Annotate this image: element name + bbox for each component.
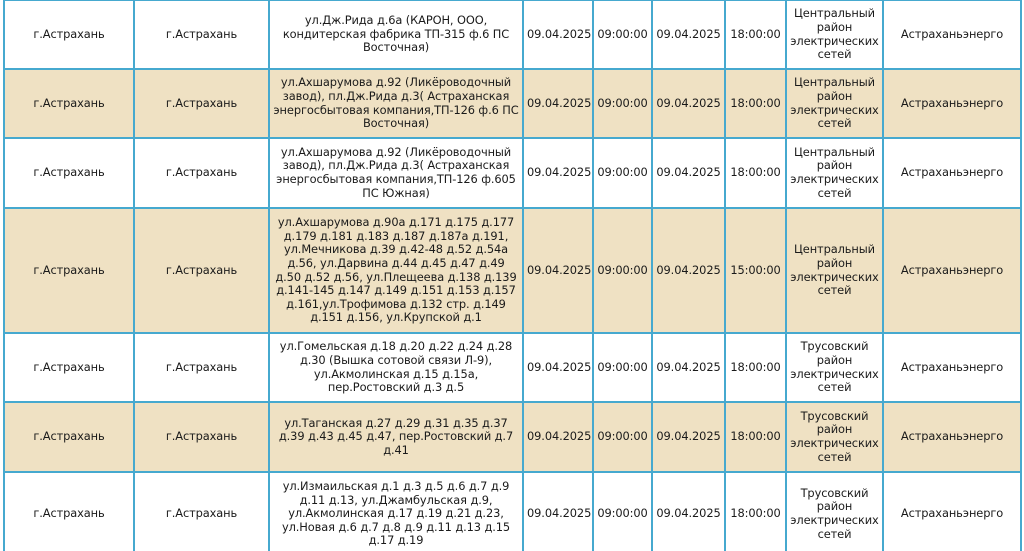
region-cell: г.Астрахань — [4, 0, 134, 69]
district-cell: Центральный район электрических сетей — [786, 69, 883, 138]
region-cell: г.Астрахань — [4, 402, 134, 472]
locality-cell: г.Астрахань — [134, 208, 269, 333]
start-time-cell: 09:00:00 — [593, 402, 652, 472]
table-row — [4, 402, 1021, 472]
end-date-cell: 09.04.2025 — [652, 208, 725, 333]
organization-cell: Астраханьэнерго — [883, 472, 1021, 551]
organization-cell: Астраханьэнерго — [883, 138, 1021, 208]
organization-cell: Астраханьэнерго — [883, 208, 1021, 333]
end-date-cell: 09.04.2025 — [652, 333, 725, 402]
end-time-cell: 18:00:00 — [725, 138, 786, 208]
address-cell: ул.Ахшарумова д.90а д.171 д.175 д.177 д.179 д.181 д.183 д.187 д.187а д.191, ул.Мечникова д.39 д.42-48 д.52 д.54а д.56, ул.Дарвина д.44 д.45 д.47 д.49 д.50 д.52 д.56, ул.Плещеева д.138 д.139 д.141-145 д.147 д.149 д.151 д.153 д.157 д.161,ул.Трофимова д.132 стр. д.149 д.151 д.156, ул.Крупской д.1 — [269, 208, 523, 333]
organization-cell: Астраханьэнерго — [883, 402, 1021, 472]
end-time-cell: 18:00:00 — [725, 472, 786, 551]
end-date-cell: 09.04.2025 — [652, 0, 725, 69]
address-cell: ул.Дж.Рида д.6а (КАРОН, ООО, кондитерская фабрика ТП-315 ф.6 ПС Восточная) — [269, 0, 523, 69]
start-date-cell: 09.04.2025 — [523, 69, 593, 138]
region-cell: г.Астрахань — [4, 472, 134, 551]
table-body — [4, 0, 1021, 551]
region-cell: г.Астрахань — [4, 208, 134, 333]
end-date-cell: 09.04.2025 — [652, 472, 725, 551]
start-date-cell: 09.04.2025 — [523, 333, 593, 402]
start-time-cell: 09:00:00 — [593, 0, 652, 69]
district-cell: Трусовский район электрических сетей — [786, 333, 883, 402]
district-cell: Трусовский район электрических сетей — [786, 402, 883, 472]
start-date-cell: 09.04.2025 — [523, 208, 593, 333]
locality-cell: г.Астрахань — [134, 0, 269, 69]
start-date-cell: 09.04.2025 — [523, 472, 593, 551]
table-row — [4, 0, 1021, 69]
address-cell: ул.Таганская д.27 д.29 д.31 д.35 д.37 д.39 д.43 д.45 д.47, пер.Ростовский д.7 д.41 — [269, 402, 523, 472]
table-row — [4, 69, 1021, 138]
locality-cell: г.Астрахань — [134, 402, 269, 472]
locality-cell: г.Астрахань — [134, 333, 269, 402]
end-time-cell: 15:00:00 — [725, 208, 786, 333]
end-date-cell: 09.04.2025 — [652, 69, 725, 138]
end-time-cell: 18:00:00 — [725, 0, 786, 69]
table-row — [4, 333, 1021, 402]
end-time-cell: 18:00:00 — [725, 69, 786, 138]
end-time-cell: 18:00:00 — [725, 402, 786, 472]
district-cell: Трусовский район электрических сетей — [786, 472, 883, 551]
locality-cell: г.Астрахань — [134, 69, 269, 138]
address-cell: ул.Гомельская д.18 д.20 д.22 д.24 д.28 д.30 (Вышка сотовой связи Л-9), ул.Акмолинская д.15 д.15а, пер.Ростовский д.3 д.5 — [269, 333, 523, 402]
region-cell: г.Астрахань — [4, 138, 134, 208]
district-cell: Центральный район электрических сетей — [786, 138, 883, 208]
address-cell: ул.Ахшарумова д.92 (Ликёроводочный завод), пл.Дж.Рида д.3( Астраханская энергосбытовая компания,ТП-126 ф.605 ПС Южная) — [269, 138, 523, 208]
region-cell: г.Астрахань — [4, 69, 134, 138]
district-cell: Центральный район электрических сетей — [786, 0, 883, 69]
start-time-cell: 09:00:00 — [593, 208, 652, 333]
organization-cell: Астраханьэнерго — [883, 333, 1021, 402]
table-row — [4, 208, 1021, 333]
start-time-cell: 09:00:00 — [593, 472, 652, 551]
start-time-cell: 09:00:00 — [593, 333, 652, 402]
end-time-cell: 18:00:00 — [725, 333, 786, 402]
locality-cell: г.Астрахань — [134, 472, 269, 551]
end-date-cell: 09.04.2025 — [652, 402, 725, 472]
power-outage-table — [3, 0, 1022, 551]
organization-cell: Астраханьэнерго — [883, 69, 1021, 138]
end-date-cell: 09.04.2025 — [652, 138, 725, 208]
start-time-cell: 09:00:00 — [593, 138, 652, 208]
table-row — [4, 138, 1021, 208]
address-cell: ул.Измаильская д.1 д.3 д.5 д.6 д.7 д.9 д.11 д.13, ул.Джамбульская д.9, ул.Акмолинская д.17 д.19 д.21 д.23, ул.Новая д.6 д.7 д.8 д.9 д.11 д.13 д.15 д.17 д.19 — [269, 472, 523, 551]
table-row — [4, 472, 1021, 551]
start-date-cell: 09.04.2025 — [523, 0, 593, 69]
district-cell: Центральный район электрических сетей — [786, 208, 883, 333]
start-date-cell: 09.04.2025 — [523, 402, 593, 472]
locality-cell: г.Астрахань — [134, 138, 269, 208]
region-cell: г.Астрахань — [4, 333, 134, 402]
address-cell: ул.Ахшарумова д.92 (Ликёроводочный завод), пл.Дж.Рида д.3( Астраханская энергосбытовая компания,ТП-126 ф.6 ПС Восточная) — [269, 69, 523, 138]
organization-cell: Астраханьэнерго — [883, 0, 1021, 69]
start-date-cell: 09.04.2025 — [523, 138, 593, 208]
start-time-cell: 09:00:00 — [593, 69, 652, 138]
